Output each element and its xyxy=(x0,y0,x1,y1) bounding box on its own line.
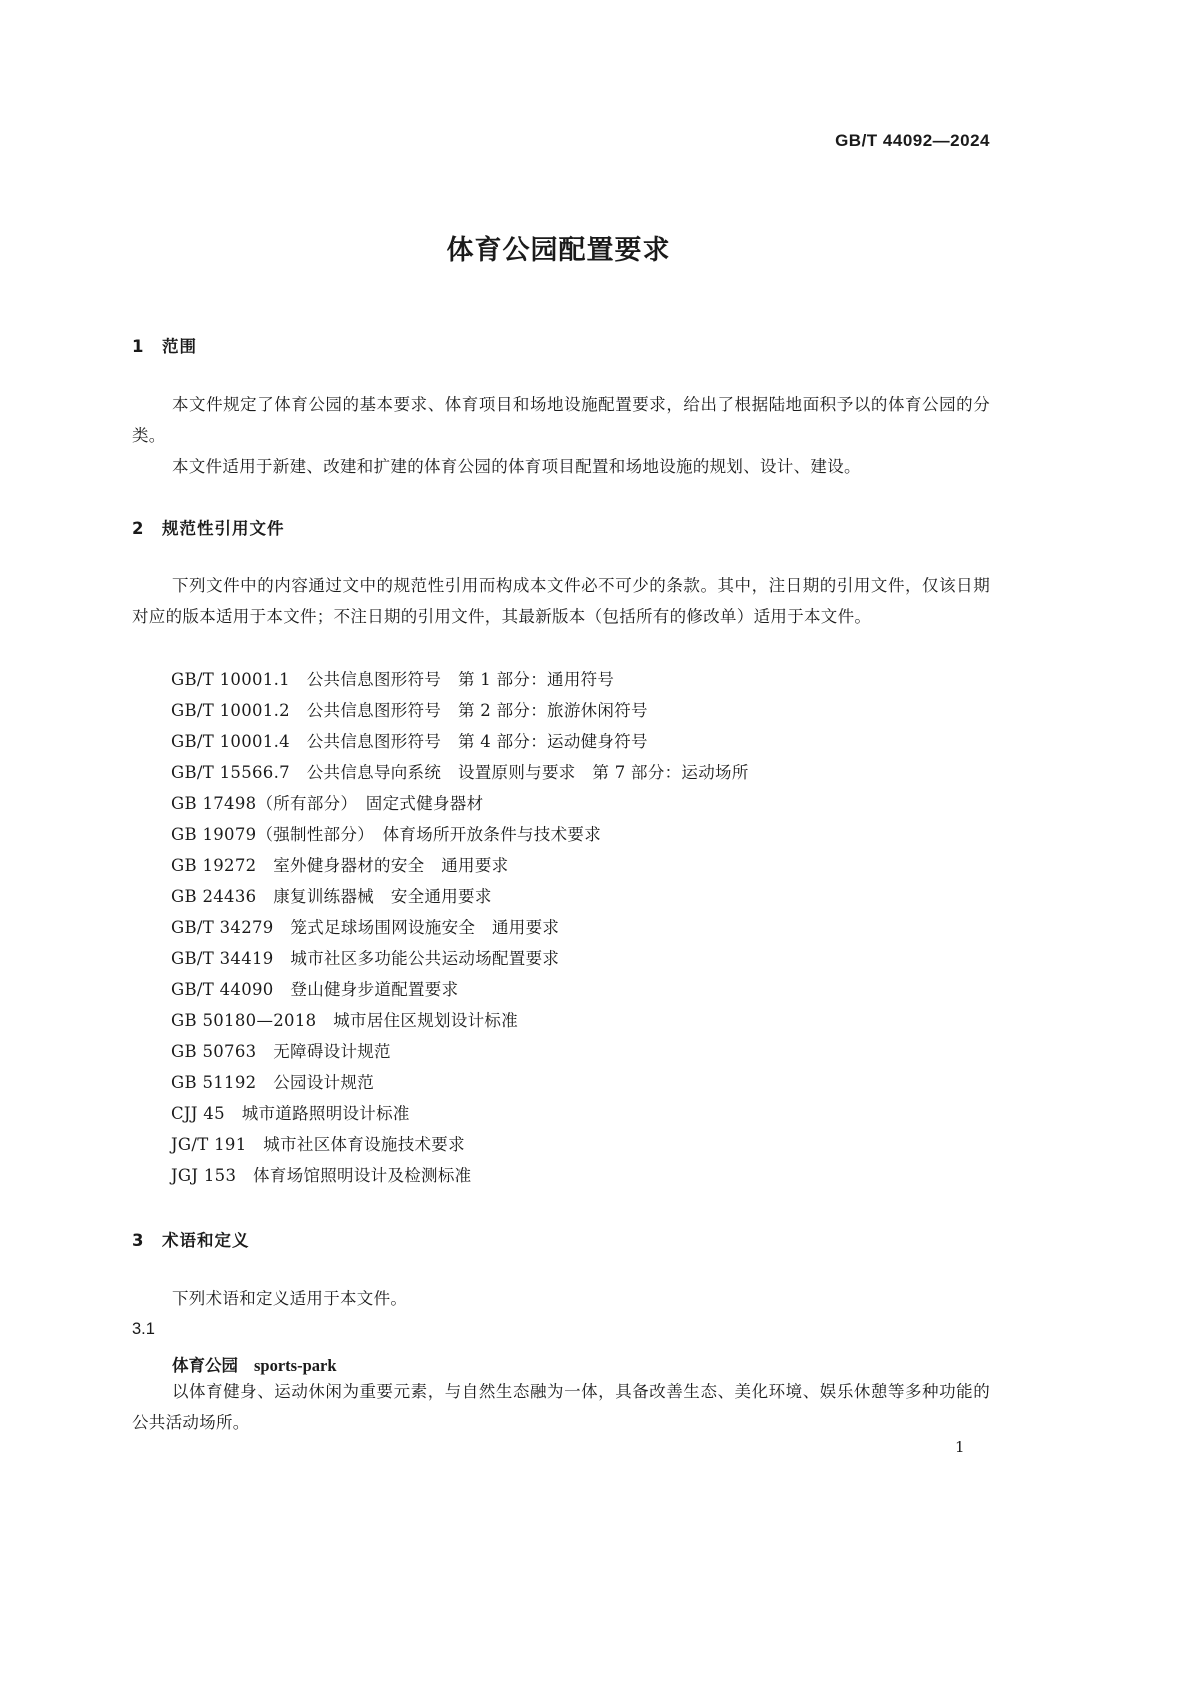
term-english: sports-park xyxy=(254,1356,337,1375)
term-definition: 以体育健身、运动休闲为重要元素，与自然生态融为一体，具备改善生态、美化环境、娱乐休憩等多种功能的公共活动场所。 xyxy=(132,1382,990,1432)
reference-item: GB 17498（所有部分） 固定式健身器材 xyxy=(171,794,484,813)
reference-item: JGJ 153 体育场馆照明设计及检测标准 xyxy=(171,1166,472,1185)
page-number: 1 xyxy=(955,1438,965,1456)
section-2-heading xyxy=(132,515,285,539)
section-1-paragraph-1: 本文件规定了体育公园的基本要求、体育项目和场地设施配置要求，给出了根据陆地面积予以的体育公园的分类。 xyxy=(132,395,990,445)
section-2-intro: 下列文件中的内容通过文中的规范性引用而构成本文件必不可少的条款。其中，注日期的引用文件，仅该日期对应的版本适用于本文件；不注日期的引用文件，其最新版本（包括所有的修改单）适用于本文件。 xyxy=(132,576,990,626)
section-3-heading xyxy=(132,1227,250,1251)
reference-item: GB/T 34279 笼式足球场围网设施安全 通用要求 xyxy=(171,918,560,937)
reference-item: GB/T 44090 登山健身步道配置要求 xyxy=(171,980,459,999)
document-title: 体育公园配置要求 xyxy=(446,235,671,266)
section-3-title: 术语和定义 xyxy=(162,1231,250,1250)
term-entry xyxy=(172,1352,337,1376)
section-1-number: 1 xyxy=(132,337,145,356)
reference-item: GB/T 34419 城市社区多功能公共运动场配置要求 xyxy=(171,949,560,968)
section-1-paragraph-2: 本文件适用于新建、改建和扩建的体育公园的体育项目配置和场地设施的规划、设计、建设。 xyxy=(172,457,861,476)
reference-item: JG/T 191 城市社区体育设施技术要求 xyxy=(171,1135,465,1154)
reference-item: GB 24436 康复训练器械 安全通用要求 xyxy=(171,887,492,906)
reference-item: CJJ 45 城市道路照明设计标准 xyxy=(171,1104,410,1123)
reference-item: GB 19079（强制性部分） 体育场所开放条件与技术要求 xyxy=(171,825,601,844)
reference-item: GB 50180—2018 城市居住区规划设计标准 xyxy=(171,1011,519,1030)
standard-code: GB/T 44092—2024 xyxy=(835,131,990,150)
section-3-intro: 下列术语和定义适用于本文件。 xyxy=(172,1289,408,1308)
term-chinese: 体育公园 xyxy=(172,1356,238,1375)
section-1-heading xyxy=(132,333,197,357)
reference-item: GB 50763 无障碍设计规范 xyxy=(171,1042,391,1061)
reference-item: GB/T 10001.2 公共信息图形符号 第 2 部分：旅游休闲符号 xyxy=(171,701,648,720)
section-2-number: 2 xyxy=(132,519,145,538)
clause-number: 3.1 xyxy=(132,1320,155,1338)
section-2-title: 规范性引用文件 xyxy=(162,519,285,538)
section-1-title: 范围 xyxy=(162,337,197,356)
reference-item: GB/T 15566.7 公共信息导向系统 设置原则与要求 第 7 部分：运动场所 xyxy=(171,763,749,782)
reference-item: GB 19272 室外健身器材的安全 通用要求 xyxy=(171,856,509,875)
reference-item: GB/T 10001.4 公共信息图形符号 第 4 部分：运动健身符号 xyxy=(171,732,648,751)
reference-item: GB 51192 公园设计规范 xyxy=(171,1073,375,1092)
section-3-number: 3 xyxy=(132,1231,145,1250)
reference-item: GB/T 10001.1 公共信息图形符号 第 1 部分：通用符号 xyxy=(171,670,615,689)
